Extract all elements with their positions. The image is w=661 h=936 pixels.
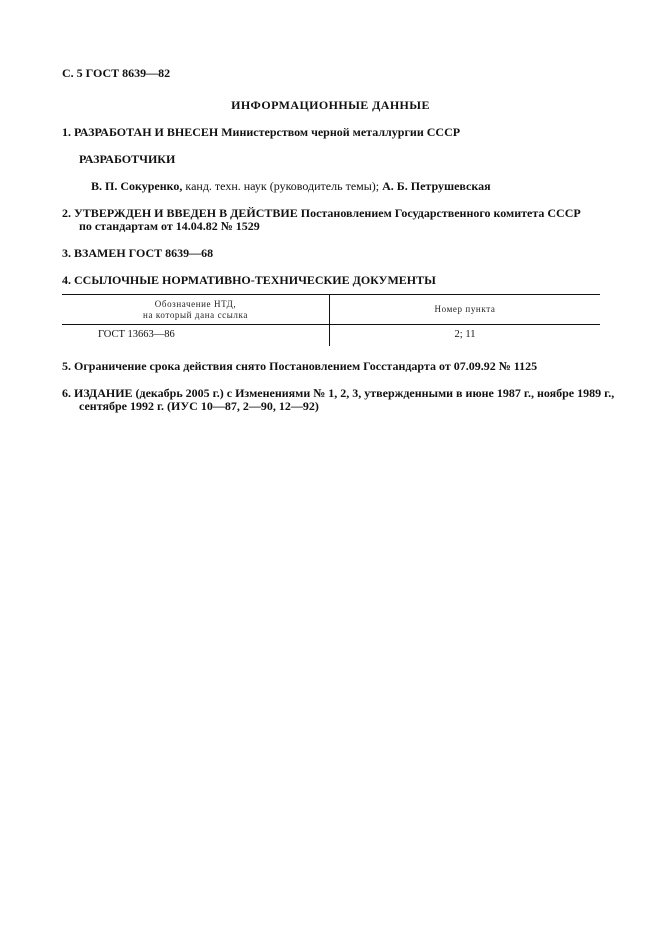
page-header: С. 5 ГОСТ 8639—82 [62,66,171,80]
section-6-line-2: сентябре 1992 г. (ИУС 10—87, 2—90, 12—92) [79,399,319,413]
section-4: 4. ССЫЛОЧНЫЕ НОРМАТИВНО-ТЕХНИЧЕСКИЕ ДОКУМЕНТЫ [62,273,436,287]
developers-heading: РАЗРАБОТЧИКИ [79,152,176,166]
table-row [62,325,600,347]
column-header-clause: Номер пункта [330,295,601,325]
column-header-ntd-line-2: на который дана ссылка [143,309,248,320]
developers-line [91,179,491,194]
column-header-ntd [62,295,330,325]
table-header-row [62,295,600,325]
section-3: 3. ВЗАМЕН ГОСТ 8639—68 [62,246,214,260]
section-6-line-1: 6. ИЗДАНИЕ (декабрь 2005 г.) с Изменениями № 1, 2, 3, утвержденными в июне 1987 г., ноябре 1989 г., [62,386,615,400]
section-5: 5. Ограничение срока действия снято Постановлением Госстандарта от 07.09.92 № 1125 [62,359,538,373]
developer-role-1: канд. техн. наук (руководитель темы); [182,179,380,193]
column-header-ntd-line-1: Обозначение НТД, [154,298,237,309]
developer-name-1: В. П. Сокуренко, [91,179,183,193]
page-title: ИНФОРМАЦИОННЫЕ ДАННЫЕ [231,98,430,112]
section-2-line-1: 2. УТВЕРЖДЕН И ВВЕДЕН В ДЕЙСТВИЕ Постановлением Государственного комитета СССР [62,206,581,220]
developer-name-2: А. Б. Петрушевская [379,179,491,193]
table-cell-clause: 2; 11 [454,329,476,340]
section-2-line-2: по стандартам от 14.04.82 № 1529 [79,219,260,233]
references-table [62,294,600,346]
table-cell-doc: ГОСТ 13663—86 [62,325,330,347]
section-1: 1. РАЗРАБОТАН И ВНЕСЕН Министерством черной металлургии СССР [62,125,461,139]
